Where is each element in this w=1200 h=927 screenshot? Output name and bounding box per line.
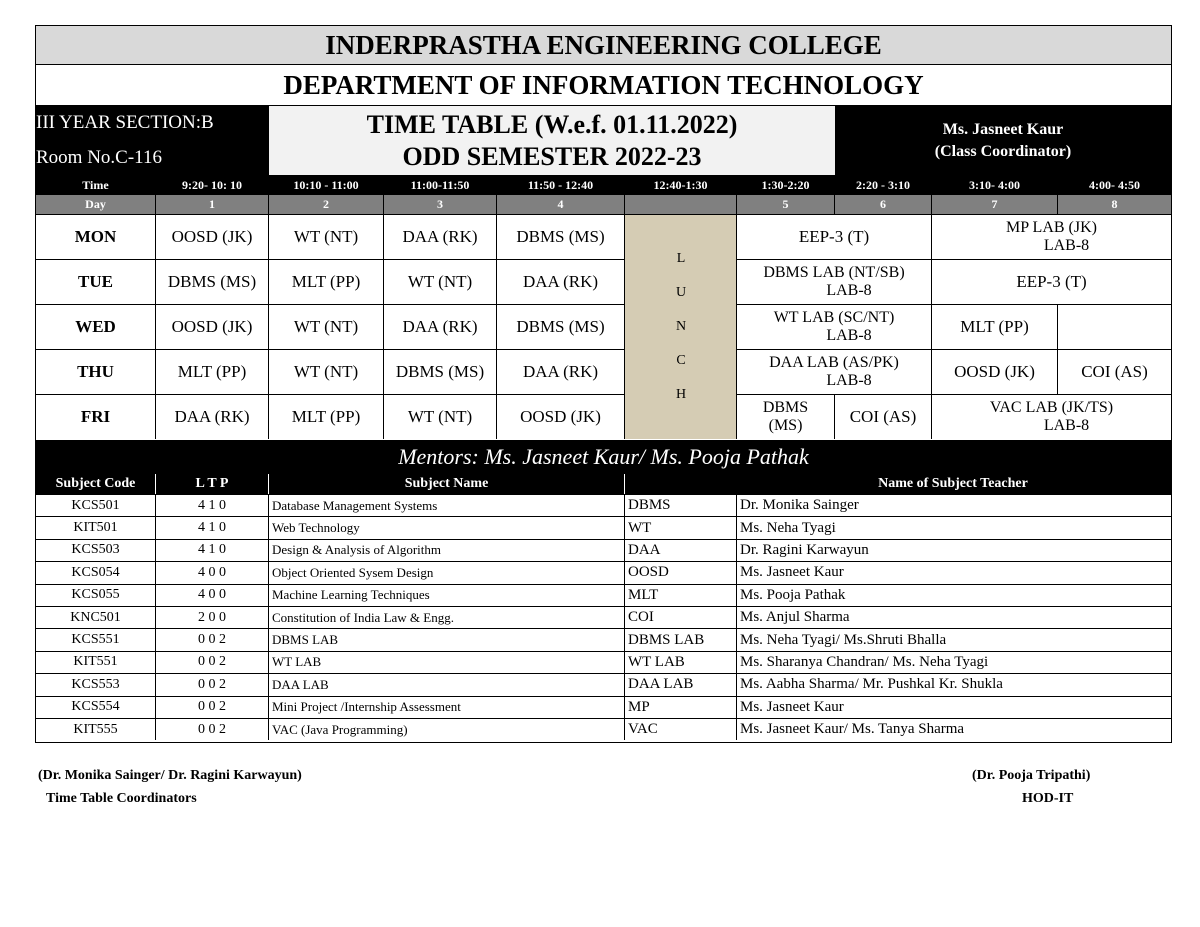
time-header-6: 1:30-2:20 xyxy=(736,175,834,194)
subject-name: Database Management Systems xyxy=(268,494,624,516)
period-cell: WT (NT) xyxy=(268,349,383,394)
period-cell: DAA (RK) xyxy=(383,304,496,349)
subject-teacher: Ms. Jasneet Kaur xyxy=(736,696,1171,718)
subject-abbr: DBMS xyxy=(624,494,736,516)
subject-abbr: MP xyxy=(624,696,736,718)
subject-name: DAA LAB xyxy=(268,673,624,695)
period-cell: MLT (PP) xyxy=(268,394,383,439)
subject-teacher: Ms. Pooja Pathak xyxy=(736,584,1171,606)
period-cell: WT (NT) xyxy=(383,394,496,439)
subject-abbr: WT LAB xyxy=(624,651,736,673)
timetable-title: TIME TABLE (W.e.f. 01.11.2022) xyxy=(366,109,738,139)
period-cell: MLT (PP) xyxy=(268,259,383,304)
subject-name: WT LAB xyxy=(268,651,624,673)
period-number-9: 8 xyxy=(1057,194,1171,214)
day-label-wed: WED xyxy=(36,304,155,349)
period-cell: WT (NT) xyxy=(383,259,496,304)
subject-ltp: 4 0 0 xyxy=(155,584,268,606)
period-cell: COI (AS) xyxy=(834,394,931,439)
room-label: Room No.C-116 xyxy=(36,146,162,168)
lab-cell-line2: LAB-8 xyxy=(1043,237,1090,254)
mentors-band: Mentors: Ms. Jasneet Kaur/ Ms. Pooja Pathak xyxy=(36,440,1171,474)
lab-cell xyxy=(736,349,931,394)
subject-code: KIT501 xyxy=(36,516,155,538)
subject-abbr: DAA xyxy=(624,539,736,561)
subject-teacher: Ms. Sharanya Chandran/ Ms. Neha Tyagi xyxy=(736,651,1171,673)
period-number-3: 3 xyxy=(383,194,496,214)
subject-ltp: 2 0 0 xyxy=(155,606,268,628)
subject-ltp: 4 1 0 xyxy=(155,494,268,516)
period-cell-two-line xyxy=(736,394,834,439)
period-number-7: 6 xyxy=(834,194,931,214)
period-cell: DAA (RK) xyxy=(383,214,496,259)
period-cell: DAA (RK) xyxy=(496,349,624,394)
hod-role: HOD-IT xyxy=(1022,791,1074,806)
subject-name: DBMS LAB xyxy=(268,628,624,650)
coordinator-name: Ms. Jasneet Kaur xyxy=(942,120,1064,138)
subject-code: KCS503 xyxy=(36,539,155,561)
subject-code: KCS054 xyxy=(36,561,155,583)
subject-teacher: Dr. Monika Sainger xyxy=(736,494,1171,516)
period-cell: DBMS (MS) xyxy=(496,304,624,349)
period-cell: DAA (RK) xyxy=(155,394,268,439)
subject-name-header: Subject Name xyxy=(268,474,624,494)
period-number-6: 5 xyxy=(736,194,834,214)
subject-code: KCS554 xyxy=(36,696,155,718)
subject-teacher: Ms. Jasneet Kaur xyxy=(736,561,1171,583)
subject-ltp: 4 1 0 xyxy=(155,539,268,561)
lab-cell-line1: VAC LAB (JK/TS) xyxy=(989,399,1114,416)
subject-teacher: Ms. Neha Tyagi xyxy=(736,516,1171,538)
period-cell: EEP-3 (T) xyxy=(931,259,1171,304)
subject-name: Design & Analysis of Algorithm xyxy=(268,539,624,561)
lunch-text: L U N C H xyxy=(673,250,689,404)
subject-abbr: DBMS LAB xyxy=(624,628,736,650)
day-label-thu: THU xyxy=(36,349,155,394)
lab-cell-line1: WT LAB (SC/NT) xyxy=(773,309,895,326)
lab-cell-line1: DBMS LAB (NT/SB) xyxy=(763,264,905,281)
period-cell: MLT (PP) xyxy=(155,349,268,394)
day-label-mon: MON xyxy=(36,214,155,259)
time-header-7: 2:20 - 3:10 xyxy=(834,175,931,194)
day-label-tue: TUE xyxy=(36,259,155,304)
class-coordinator xyxy=(835,105,1171,175)
subject-name: VAC (Java Programming) xyxy=(268,718,624,740)
ltp-header: L T P xyxy=(155,474,268,494)
lab-cell-line2: LAB-8 xyxy=(826,327,872,344)
period-cell: OOSD (JK) xyxy=(931,349,1057,394)
subject-teacher: Ms. Anjul Sharma xyxy=(736,606,1171,628)
time-header-1: 9:20- 10: 10 xyxy=(155,175,268,194)
tt-coordinator-role: Time Table Coordinators xyxy=(46,791,197,806)
period-cell: OOSD (JK) xyxy=(155,304,268,349)
subject-ltp: 0 0 2 xyxy=(155,696,268,718)
time-header-8: 3:10- 4:00 xyxy=(931,175,1057,194)
period-number-2: 2 xyxy=(268,194,383,214)
subject-code: KCS501 xyxy=(36,494,155,516)
subject-teacher: Ms. Aabha Sharma/ Mr. Pushkal Kr. Shukla xyxy=(736,673,1171,695)
period-cell-two-line-line1: DBMS xyxy=(762,399,809,416)
subject-ltp: 4 0 0 xyxy=(155,561,268,583)
subject-abbr: VAC xyxy=(624,718,736,740)
subject-abbr: MLT xyxy=(624,584,736,606)
period-cell: COI (AS) xyxy=(1057,349,1171,394)
timetable xyxy=(35,25,1172,743)
subject-name: Constitution of India Law & Engg. xyxy=(268,606,624,628)
time-header-2: 10:10 - 11:00 xyxy=(268,175,383,194)
period-cell: WT (NT) xyxy=(268,304,383,349)
time-header-0: Time xyxy=(36,175,155,194)
subject-name: Web Technology xyxy=(268,516,624,538)
hod-name: (Dr. Pooja Tripathi) xyxy=(972,768,1091,783)
semester-label: ODD SEMESTER 2022-23 xyxy=(402,141,702,171)
lab-cell xyxy=(931,214,1171,259)
subject-teacher: Ms. Neha Tyagi/ Ms.Shruti Bhalla xyxy=(736,628,1171,650)
subject-name: Object Oriented Sysem Design xyxy=(268,561,624,583)
lab-cell-line1: DAA LAB (AS/PK) xyxy=(769,354,899,371)
period-cell: EEP-3 (T) xyxy=(736,214,931,259)
time-header-9: 4:00- 4:50 xyxy=(1057,175,1171,194)
subject-teacher: Dr. Ragini Karwayun xyxy=(736,539,1171,561)
time-header-5: 12:40-1:30 xyxy=(624,175,736,194)
section-label: III YEAR SECTION:B xyxy=(36,112,214,134)
lab-cell xyxy=(931,394,1171,439)
subject-abbr: OOSD xyxy=(624,561,736,583)
subject-name: Mini Project /Internship Assessment xyxy=(268,696,624,718)
subject-abbr: DAA LAB xyxy=(624,673,736,695)
lab-cell-line2: LAB-8 xyxy=(1043,417,1090,434)
period-cell: DBMS (MS) xyxy=(383,349,496,394)
lab-cell xyxy=(736,304,931,349)
lab-cell-line2: LAB-8 xyxy=(826,372,872,389)
period-cell: OOSD (JK) xyxy=(155,214,268,259)
lab-cell xyxy=(736,259,931,304)
day-label-fri: FRI xyxy=(36,394,155,439)
subject-name: Machine Learning Techniques xyxy=(268,584,624,606)
time-header-4: 11:50 - 12:40 xyxy=(496,175,624,194)
subject-abbr: WT xyxy=(624,516,736,538)
timetable-title-block xyxy=(269,105,835,175)
subject-ltp: 0 0 2 xyxy=(155,628,268,650)
coordinator-role: (Class Coordinator) xyxy=(934,142,1072,160)
subject-abbr: COI xyxy=(624,606,736,628)
subject-code: KIT551 xyxy=(36,651,155,673)
period-cell xyxy=(1057,304,1171,349)
subject-code: KCS553 xyxy=(36,673,155,695)
lunch-break xyxy=(624,214,736,439)
subject-ltp: 4 1 0 xyxy=(155,516,268,538)
period-cell-two-line-line2: (MS) xyxy=(768,417,803,434)
lab-cell-line2: LAB-8 xyxy=(826,282,872,299)
period-cell: DBMS (MS) xyxy=(496,214,624,259)
period-number-8: 7 xyxy=(931,194,1057,214)
period-number-1: 1 xyxy=(155,194,268,214)
period-cell: OOSD (JK) xyxy=(496,394,624,439)
subject-teacher: Ms. Jasneet Kaur/ Ms. Tanya Sharma xyxy=(736,718,1171,740)
subject-code: KIT555 xyxy=(36,718,155,740)
period-cell: MLT (PP) xyxy=(931,304,1057,349)
subject-code-header: Subject Code xyxy=(36,474,155,494)
period-cell: WT (NT) xyxy=(268,214,383,259)
subject-code: KCS551 xyxy=(36,628,155,650)
period-number-5 xyxy=(624,194,736,214)
tt-coordinator-names: (Dr. Monika Sainger/ Dr. Ragini Karwayun) xyxy=(38,768,302,783)
subject-code: KNC501 xyxy=(36,606,155,628)
period-cell: DAA (RK) xyxy=(496,259,624,304)
department-name: DEPARTMENT OF INFORMATION TECHNOLOGY xyxy=(36,64,1171,105)
subject-ltp: 0 0 2 xyxy=(155,718,268,740)
subject-ltp: 0 0 2 xyxy=(155,673,268,695)
subject-ltp: 0 0 2 xyxy=(155,651,268,673)
lab-cell-line1: MP LAB (JK) xyxy=(1006,219,1097,236)
teacher-header: Name of Subject Teacher xyxy=(624,474,1171,494)
period-number-0: Day xyxy=(36,194,155,214)
period-cell: DBMS (MS) xyxy=(155,259,268,304)
college-name: INDERPRASTHA ENGINEERING COLLEGE xyxy=(36,26,1171,64)
subject-code: KCS055 xyxy=(36,584,155,606)
time-header-3: 11:00-11:50 xyxy=(383,175,496,194)
period-number-4: 4 xyxy=(496,194,624,214)
section-info xyxy=(36,105,269,175)
